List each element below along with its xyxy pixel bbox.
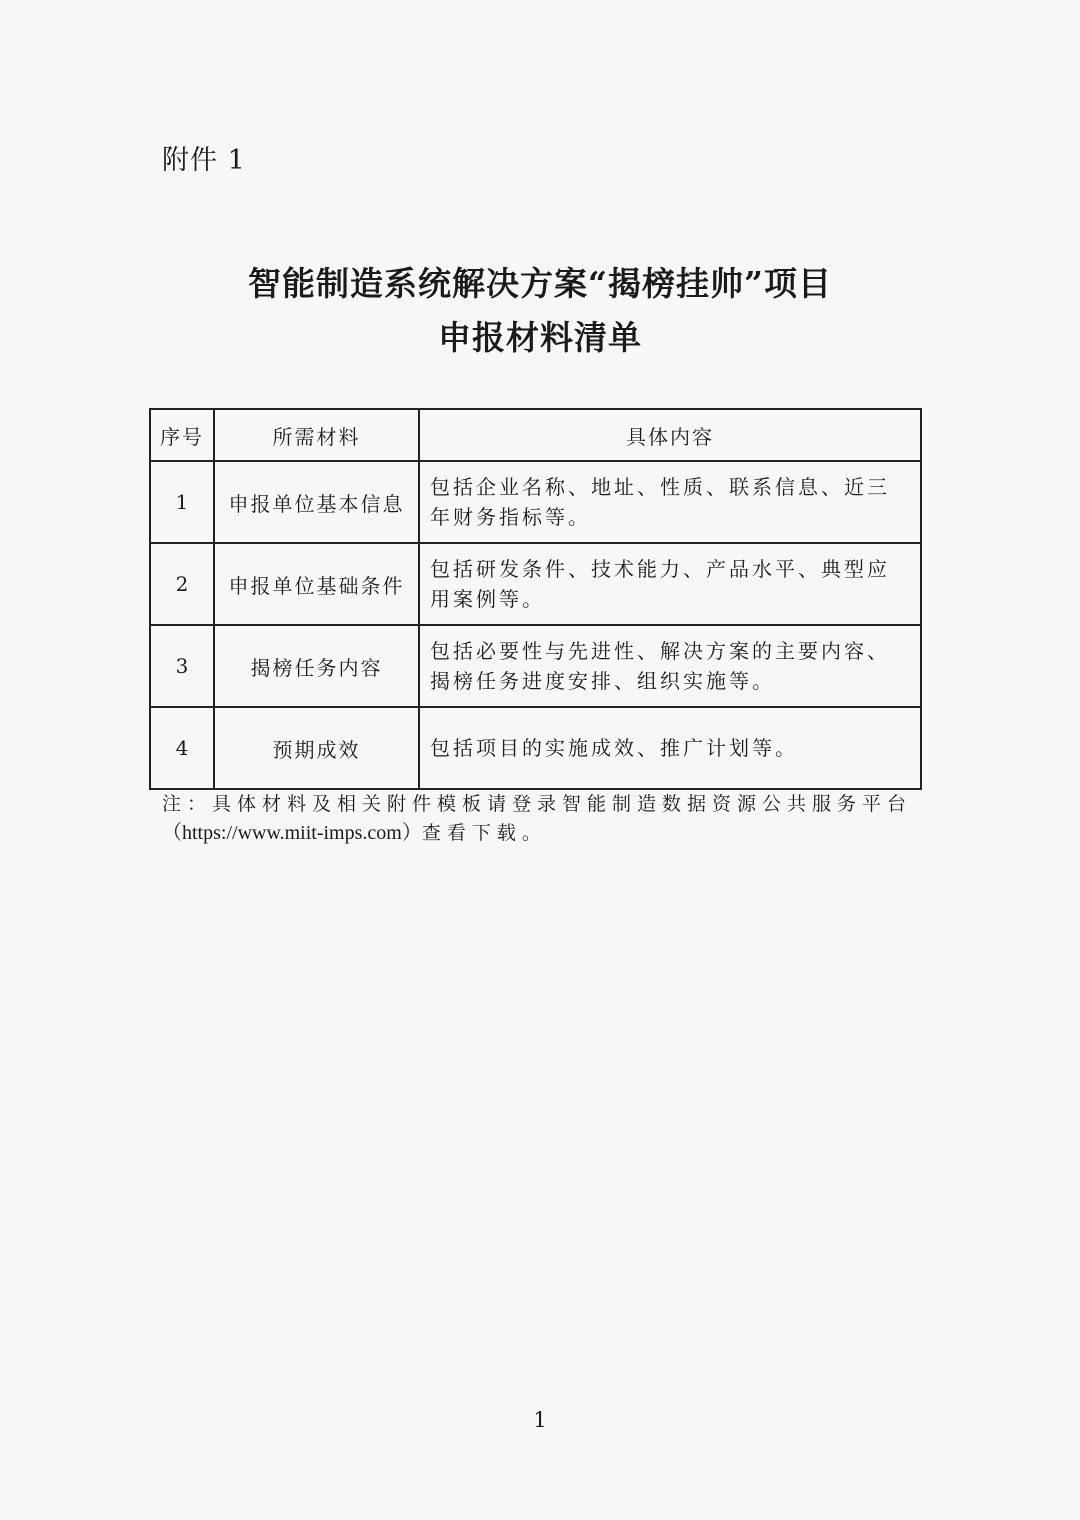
note-text: 注：具体材料及相关附件模板请登录智能制造数据资源公共服务平台: [162, 793, 913, 815]
document-title-line-2: 申报材料清单: [438, 318, 642, 357]
page-number: 1: [533, 1408, 547, 1432]
header-material: 所需材料: [214, 409, 419, 461]
table-note: [162, 790, 922, 848]
row-material: 预期成效: [214, 707, 419, 789]
header-seq: 序号: [150, 409, 214, 461]
table-row: [150, 707, 921, 789]
row-seq: 3: [150, 625, 214, 707]
table-row: [150, 461, 921, 543]
table-row: [150, 543, 921, 625]
row-material: 揭榜任务内容: [214, 625, 419, 707]
row-material: 申报单位基本信息: [214, 461, 419, 543]
materials-table: [149, 408, 922, 790]
row-detail: 包括项目的实施成效、推广计划等。: [419, 707, 921, 789]
document-title-line-1: 智能制造系统解决方案“揭榜挂帅”项目: [248, 264, 832, 303]
row-seq: 1: [150, 461, 214, 543]
note-suffix: 查看下载。: [421, 822, 547, 844]
header-detail: 具体内容: [419, 409, 921, 461]
note-url: （https://www.miit-imps.com）: [162, 822, 422, 844]
row-detail: 包括企业名称、地址、性质、联系信息、近三年财务指标等。: [419, 461, 921, 543]
row-detail: 包括必要性与先进性、解决方案的主要内容、揭榜任务进度安排、组织实施等。: [419, 625, 921, 707]
row-seq: 2: [150, 543, 214, 625]
attachment-label: 附件 1: [162, 145, 246, 176]
table-row: [150, 625, 921, 707]
row-detail: 包括研发条件、技术能力、产品水平、典型应用案例等。: [419, 543, 921, 625]
row-seq: 4: [150, 707, 214, 789]
table-header-row: [150, 409, 921, 461]
row-material: 申报单位基础条件: [214, 543, 419, 625]
